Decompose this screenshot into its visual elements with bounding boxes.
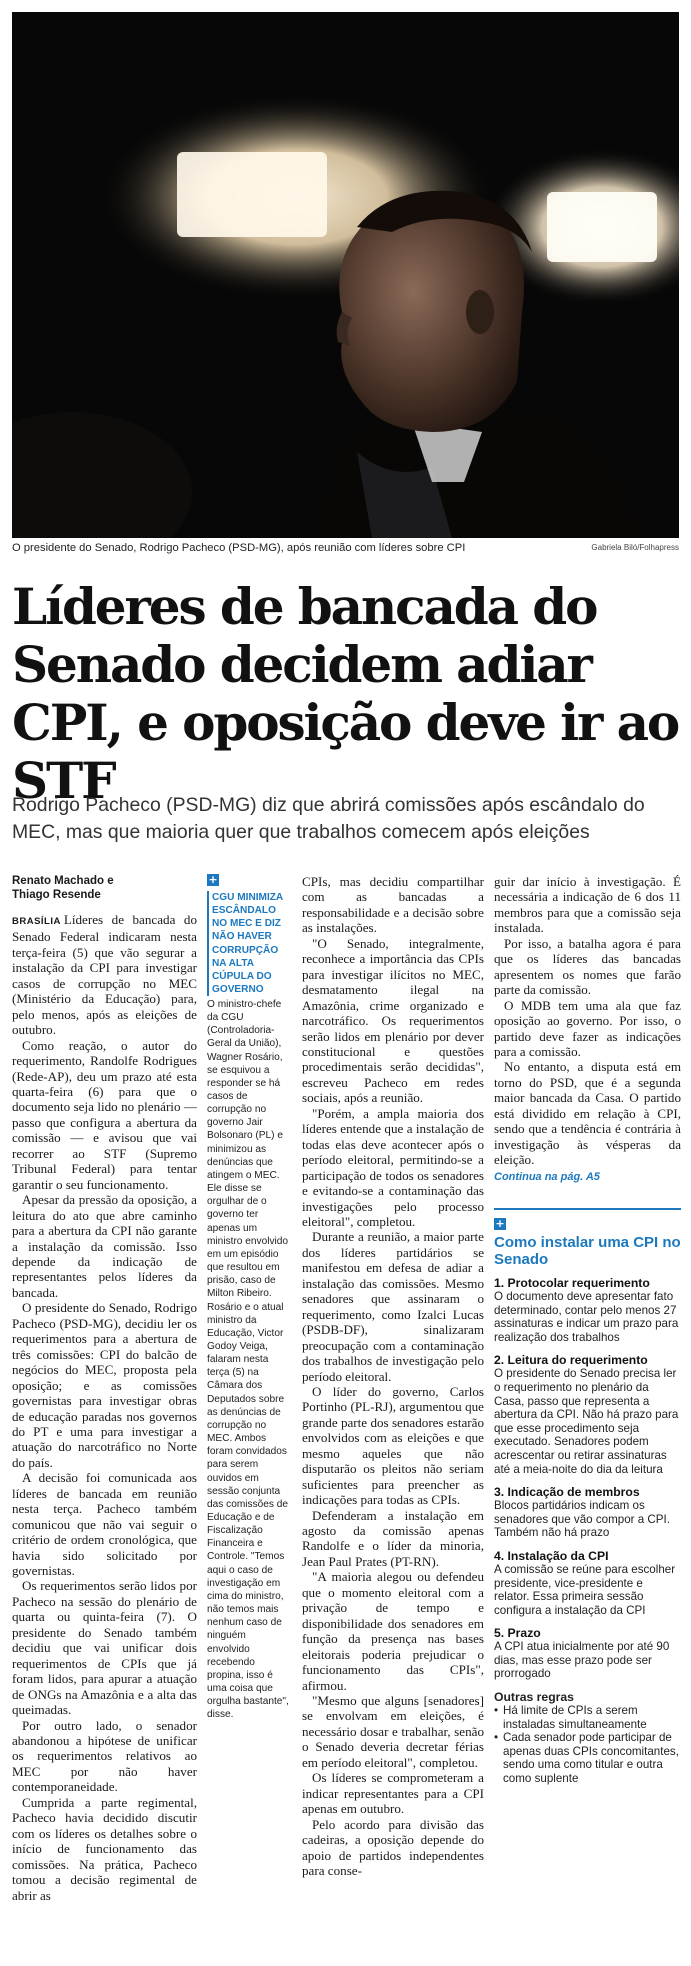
step-text: A comissão se reúne para escolher presidente, vice-presidente e relator. Essa primeira sessão configura a instalação da CPI (494, 1562, 676, 1617)
article-column-2 (302, 874, 484, 1878)
info-box (494, 1208, 681, 1786)
paragraph: "O Senado, integralmente, reconhece a importância das CPIs para investigar ilícitos no MEC, desmatamento ilegal na Amazônia, crime organizado e narcotráfico. Os requerimentos serão lidos em plenário por dever constitucional e questões procedimentais serão decididas", escreveu Pacheco em redes sociais, após a reunião. (302, 935, 484, 1106)
paragraph: Pelo acordo para divisão das cadeiras, a oposição depende do apoio de partidos independentes para conse- (302, 1816, 484, 1878)
box-divider (494, 1208, 681, 1210)
step-title: 1. Protocolar requerimento (494, 1276, 650, 1290)
byline (12, 874, 197, 902)
paragraph: O presidente do Senado, Rodrigo Pacheco (PSD-MG), decidiu ler os requerimentos para a abertura de três comissões: CPI do balcão de negócios do MEC, proposta pela oposição; e as comissões governistas para investigar obras de educação paradas nos governos do PT e uma para investigar a atuação do narcotráfico no Norte do país. (12, 1300, 197, 1470)
paragraph: A decisão foi comunicada aos líderes de bancada em reunião nesta terça. Pacheco também comunicou que não vai seguir o critério de ordem cronológica, que havia sido solicitado por governistas. (12, 1470, 197, 1579)
rule-item: • Cada senador pode participar de apenas duas CPIs concomitantes, sendo uma como titular e outra como suplente (494, 1731, 681, 1785)
other-rules (494, 1690, 681, 1786)
paragraph: "Porém, a ampla maioria dos líderes entende que a instalação de todas elas deve acontecer após o período eleitoral, permitindo-se a participação de todos os senadores e evitando-se a contaminação das investigações pelo processo eleitoral", completou. (302, 1105, 484, 1229)
photo-credit: Gabriela Biló/Folhapress (591, 543, 679, 552)
photo-caption (12, 542, 679, 558)
article-column-1 (12, 874, 197, 1903)
continue-link[interactable]: Continua na pág. A5 (494, 1170, 600, 1183)
box-step (494, 1626, 681, 1681)
paragraph: Por isso, a batalha agora é para que os líderes das bancadas apresentem os nomes que farão parte da comissão. (494, 935, 681, 998)
step-text: O documento deve apresentar fato determinado, contar pelo menos 27 assinaturas e indicar um prazo para realização dos trabalhos (494, 1290, 679, 1344)
paragraph: Cumprida a parte regimental, Pacheco havia decidido discutir com os líderes os detalhes sobre o início de funcionamento das comissões. Na prática, Pacheco tomou a decisão regimental de abrir as (12, 1794, 197, 1903)
byline-line: Thiago Resende (12, 889, 101, 901)
step-title: 4. Instalação da CPI (494, 1548, 609, 1563)
paragraph: CPIs, mas decidiu compartilhar com as bancadas a responsabilidade e a decisão sobre as instalações. (302, 874, 484, 936)
headline: Líderes de bancada do Senado decidem adiar CPI, e oposição deve ir ao STF (12, 577, 679, 810)
step-title: 3. Indicação de membros (494, 1485, 640, 1500)
step-title: 2. Leitura do requerimento (494, 1353, 648, 1368)
paragraph: "A maioria alegou ou defendeu que o momento eleitoral com a privação de tempo e disponibilidade dos senadores em função da presença nas bases eleitorais poderia prejudicar o funcionamento das CPIs", afirmou. (302, 1569, 484, 1693)
step-text: Blocos partidários indicam os senadores que vão compor a CPI. Também não há prazo (494, 1499, 670, 1540)
paragraph: Como reação, o autor do requerimento, Randolfe Rodrigues (Rede-AP), deu um prazo até esta quarta-feira (6) para que o documento seja lido no plenário — passo que configura a abertura da comissão — e avisou que vai recorrer ao STF (Supremo Tribunal Federal) para tentar garantir o seu funcionamento. (12, 1037, 197, 1192)
paragraph: Apesar da pressão da oposição, a leitura do ato que abre caminho para a abertura da CPI não garante a instalação da comissão. Isso depende da indicação de representantes pelos líderes da bancada. (12, 1192, 197, 1300)
dateline: BRASÍLIA (12, 916, 61, 927)
caption-text: O presidente do Senado, Rodrigo Pacheco (PSD-MG), após reunião com líderes sobre CPI (12, 542, 466, 554)
paragraph: BRASÍLIA Líderes de bancada do Senado Federal indicaram nesta terça-feira (5) que vão segurar a instalação da CPI para investigar casos de corrupção no MEC (Ministério da Educação) para, pelo menos, após as eleições de outubro. (12, 912, 197, 1038)
box-step (494, 1353, 681, 1476)
paragraph: Os requerimentos serão lidos por Pacheco na sessão do plenário de quarta ou quinta-feira (7). O presidente do Senado também decidiu que vai unificar dois requerimentos de CPIs que já foram lidos, para apurar a atuação de ONGs na Amazônia e a alta das queimadas. (12, 1578, 197, 1718)
sidebar-note (207, 874, 291, 1722)
paragraph: No entanto, a disputa está em torno do PSD, que é a segunda maior bancada da Casa. O partido está dividido em relação à CPI, sendo que a tendência é contrária à investigação às vésperas da eleição. (494, 1059, 681, 1168)
step-text: O presidente do Senado precisa ler o requerimento no plenário da Casa, passo que representa a abertura da CPI. Não há prazo para que esse procedimento seja executado. Senadores podem acrescentar ou retirar assinaturas até a meia-noite do dia da leitura (494, 1367, 679, 1476)
step-text: A CPI atua inicialmente por até 90 dias, mas esse prazo pode ser prorrogado (494, 1640, 670, 1681)
subheadline: Rodrigo Pacheco (PSD-MG) diz que abrirá comissões após escândalo do MEC, mas que maioria quer que trabalhos comecem após eleições (12, 794, 645, 843)
other-rules-title: Outras regras (494, 1690, 574, 1705)
news-photo (12, 12, 679, 538)
paragraph: Por outro lado, o senador abandonou a hipótese de unificar os requerimentos relativos ao MEC por não haver contemporaneidade. (12, 1717, 197, 1795)
rule-item: • Há limite de CPIs a serem instaladas simultaneamente (494, 1704, 681, 1731)
plus-icon: + (208, 873, 218, 886)
sidebar-headline: CGU MINIMIZA ESCÂNDALO NO MEC E DIZ NÃO HAVER CORRUPÇÃO NA ALTA CÚPULA DO GOVERNO (207, 891, 291, 996)
paragraph: O líder do governo, Carlos Portinho (PL-RJ), argumentou que grande parte dos senadores estarão envolvidos com as eleições e que mesmo aqueles que não disputarão os pleitos não seriam suficientes para preencher as indicações para todas as CPIs. (302, 1383, 484, 1508)
paragraph: guir dar início à investigação. É necessária a indicação de 6 dos 11 membros para que a comissão seja instalada. (494, 874, 681, 936)
sidebar-body: O ministro-chefe da CGU (Controladoria-Geral da União), Wagner Rosário, se esquivou a responder se há casos de corrupção no governo Jair Bolsonaro (PL) e minimizou as denúncias que atingem o MEC. Ele disse se orgulhar de o governo ter apenas um ministro envolvido em um episódio que resultou em prisão, caso de Milton Ribeiro. Rosário e o atual ministro da Educação, Victor Godoy Veiga, falaram nesta terça (5) na Câmara dos Deputados sobre as denúncias de corrupção no MEC. Ambos foram convidados para serem ouvidos em sessão conjunta das comissões de Educação e de Fiscalização Financeira e Controle. "Temos aqui o caso de investigação em cima do ministro, não temos mais nenhum caso de ninguém envolvido recebendo propina, isso é uma coisa que orgulha bastante", disse. (207, 998, 289, 1721)
paragraph: "Mesmo que alguns [senadores] se envolvam em eleições, é necessário dosar e trabalhar, senão o Senado deveria decretar férias em período eleitoral", completou. (302, 1693, 484, 1770)
plus-icon: + (495, 1217, 505, 1230)
step-title: 5. Prazo (494, 1626, 541, 1641)
article-column-3 (494, 874, 681, 1185)
box-step (494, 1485, 681, 1540)
paragraph: Defenderam a instalação em agosto da comissão apenas Randolfe e o líder da minoria, Jean Paul Prates (PT-RN). (302, 1507, 484, 1569)
box-step (494, 1549, 681, 1617)
box-title: Como instalar uma CPI no Senado (494, 1234, 681, 1268)
paragraph: Os líderes se comprometeram a indicar representantes para a CPI apenas em outubro. (302, 1770, 484, 1817)
box-step (494, 1276, 681, 1344)
byline-line: Renato Machado e (12, 875, 114, 887)
paragraph: O MDB tem uma ala que faz oposição ao governo. Por isso, o partido deve fazer as indicações para a comissão. (494, 997, 681, 1059)
paragraph: Durante a reunião, a maior parte dos líderes partidários se manifestou em defesa de adiar a instalação das comissões. Mesmo senadores que assinaram o requerimento, como Izalci Lucas (PSDB-DF), sinalizaram preocupação com a contaminação dos trabalhos de investigação pelo período eleitoral. (302, 1229, 484, 1384)
